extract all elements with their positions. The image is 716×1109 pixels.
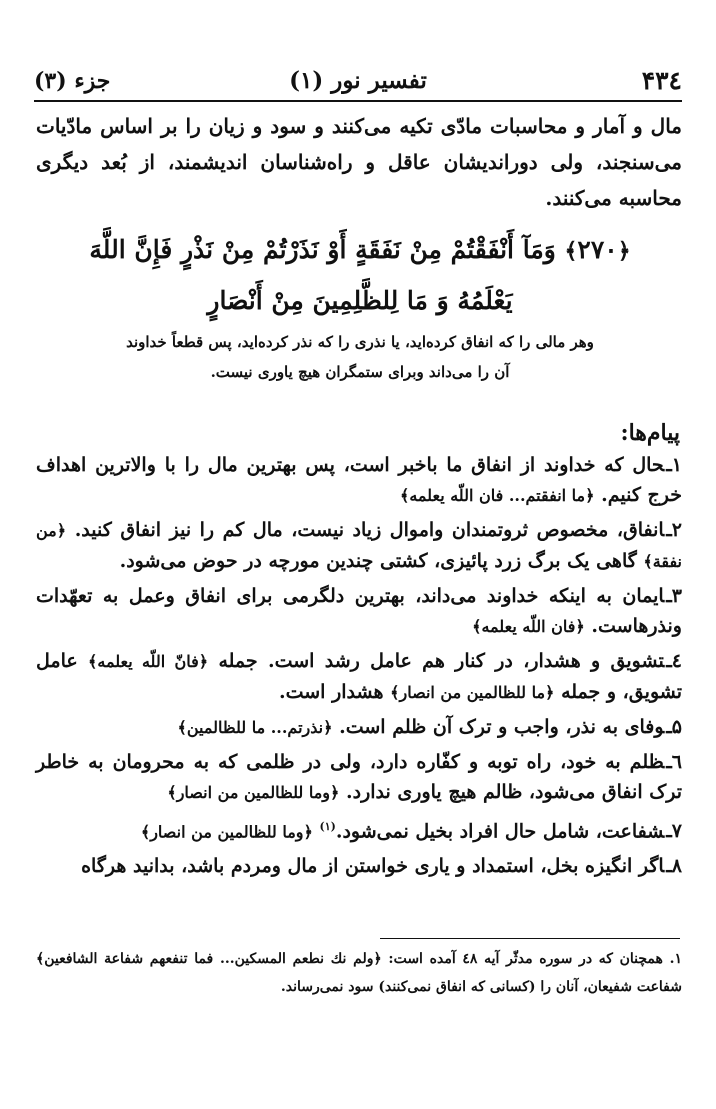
page-header xyxy=(34,66,682,96)
footnote-quote: ﴿ولم نك نطعم المسكين... فما تنفعهم شفاعة الشافعين﴾ xyxy=(36,951,382,967)
message-quote: ﴿من نفقة﴾ xyxy=(36,521,682,571)
message-text: حال که خداوند از انفاق ما باخبر است، پس بهترین مال را با والاترین اهداف خرج کنیم. xyxy=(36,454,682,506)
footnote-number: ۱. xyxy=(669,951,683,967)
messages-heading: پیام‌ها: xyxy=(620,420,680,446)
message-number: ۷ـ xyxy=(666,820,682,843)
verse-close-bracket: ﴾ xyxy=(564,238,578,264)
footnote-text: همچنان که در سوره مدثّر آیه ٤۸ آمده است: xyxy=(388,951,663,967)
message-item xyxy=(36,712,682,743)
message-quote: ﴿فانّ اللّه یعلمه﴾ xyxy=(88,652,209,671)
footnote-reference[interactable]: (۱) xyxy=(319,820,336,833)
verse-number: ۲۷۰ xyxy=(577,235,618,264)
message-item xyxy=(36,646,682,708)
page-number: ۴۳٤ xyxy=(641,66,682,95)
part-label: جزء (۳) xyxy=(34,68,111,94)
message-item xyxy=(36,851,682,881)
message-number: ۵ـ xyxy=(666,716,682,738)
message-text: وفای به نذر، واجب و ترک آن ظلم است. xyxy=(339,716,665,738)
footnote-divider xyxy=(380,938,680,939)
header-divider xyxy=(34,100,682,102)
message-item xyxy=(36,515,682,577)
message-quote: ﴿فان اللّه یعلمه﴾ xyxy=(472,617,585,636)
message-quote-2: ﴿ما للظالمین من انصار﴾ xyxy=(390,683,555,702)
message-item xyxy=(36,450,682,511)
running-title: تفسیر نور (۱) xyxy=(289,67,427,94)
message-text-after: گاهی یک برگ زرد پائیزی، کشتی چندین مورچه در حوض می‌شود. xyxy=(119,550,637,572)
messages-list xyxy=(36,450,682,885)
footnote-text-after: شفاعت شفیعان، آنان را (کسانی که انفاق نمی‌کنند) سود نمی‌رساند. xyxy=(280,979,682,995)
intro-paragraph: مال و آمار و محاسبات مادّی تکیه می‌کنند و سود و زیان را بر اساس مادّیات می‌سنجند، ولی دوراندیشان عاقل و راه‌شناسان اندیشمند، از بُعد دیگری محاسبه می‌کنند. xyxy=(36,114,682,210)
message-text: تشویق و هشدار، در کنار هم عامل رشد است. جمله xyxy=(218,650,665,672)
message-text: انفاق، مخصوص ثروتمندان واموال زیاد نیست، مال کم را نیز انفاق کنید. xyxy=(74,519,665,541)
footnote xyxy=(36,945,682,1001)
verse-text: وَمَآ أَنْفَقْتُمْ مِنْ نَفَقَةٍ أَوْ نَذَرْتُمْ مِنْ نَذْرٍ فَإِنَّ اللَّهَ يَعْلَمُهُ وَ مَا لِلظَّلِمِينَ مِنْ أَنْصَارٍ xyxy=(89,235,556,315)
message-text: ایمان به اینکه خداوند می‌داند، بهترین دلگرمی برای انفاق وعمل به تعهّدات ونذرهاست. xyxy=(36,585,682,637)
message-number: ۱ـ xyxy=(666,454,682,476)
verse-translation xyxy=(90,327,630,387)
message-item xyxy=(36,812,682,847)
quran-verse xyxy=(60,225,660,326)
message-quote: ﴿وما للظالمین من انصار﴾ xyxy=(140,822,313,842)
translation-line-2: آن را می‌داند وبرای ستمگران هیچ یاوری نیست. xyxy=(210,363,510,381)
message-number: ٤ـ xyxy=(666,650,682,672)
message-text: اگر انگیزه بخل، استمداد و یاری خواستن از مال ومردم باشد، بدانید هرگاه xyxy=(81,855,665,878)
message-quote: ﴿نذرتم... ما للظالمین﴾ xyxy=(177,718,333,737)
message-number: ۸ـ xyxy=(666,855,682,878)
message-quote: ﴿ما انفقتم... فان اللّه یعلمه﴾ xyxy=(399,486,595,505)
message-text-after-2: هشدار است. xyxy=(278,681,384,703)
verse-open-bracket: ﴿ xyxy=(617,238,631,264)
message-number: ۳ـ xyxy=(666,585,682,607)
translation-line-1: وهر مالی را که انفاق کرده‌اید، یا نذری را که نذر کرده‌اید، پس قطعاً خداوند xyxy=(126,333,594,351)
message-text: ظلم به خود، راه توبه و کفّاره دارد، ولی در ظلمی که به محرومان به خاطر ترک انفاق می‌شود، ظالم هیچ یاوری ندارد. xyxy=(36,751,682,803)
message-quote: ﴿وما للظالمین من انصار﴾ xyxy=(167,783,340,802)
message-number: ۲ـ xyxy=(666,519,682,541)
message-item xyxy=(36,747,682,808)
message-item xyxy=(36,581,682,642)
message-text: شفاعت، شامل حال افراد بخیل نمی‌شود. xyxy=(335,820,665,843)
message-number: ٦ـ xyxy=(666,751,682,773)
message-text-after: عامل تشویق، و جمله xyxy=(36,650,682,703)
